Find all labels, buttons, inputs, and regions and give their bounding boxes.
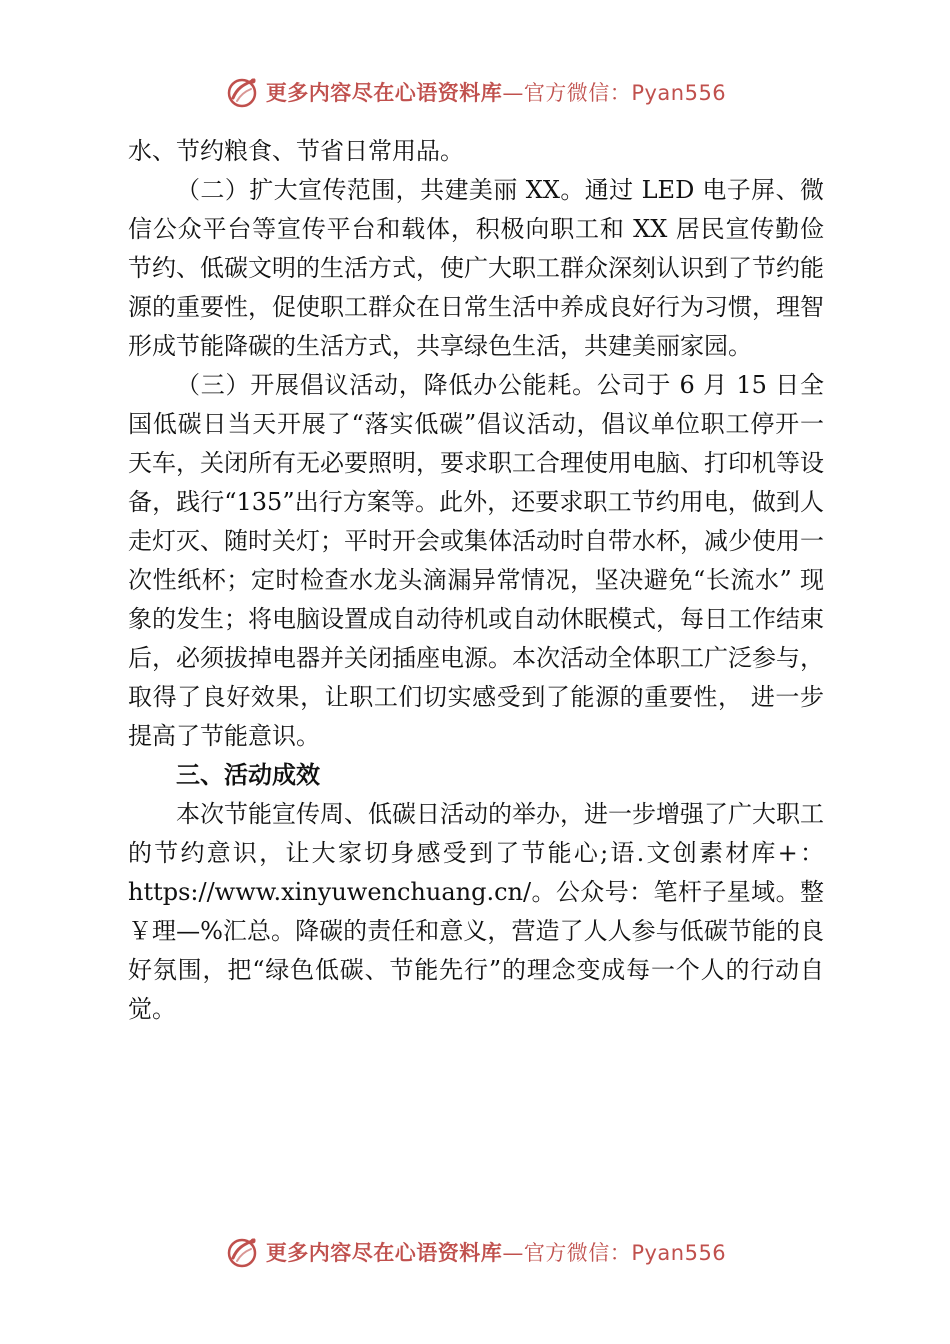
section-heading-results: 三、活动成效: [176, 761, 320, 789]
paragraph-continuation: 水、节约粮食、节省日常用品。: [128, 137, 464, 165]
header-watermark-banner: [0, 72, 950, 112]
paragraph-results: 本次节能宣传周、低碳日活动的举办，进一步增强了广大职工的节约意识，让大家切身感受到了节能心;语.文创素材库+：https://www.xinyuwenchuang.cn/。公众号：笔杆子星域。整￥理—%汇总。降碳的责任和意义，营造了人人参与低碳节能的良好氛围，把“绿色低碳、节能先行”的理念变成每一个人的行动自觉。: [128, 800, 824, 1023]
paragraph-initiative-activity: （三）开展倡议活动，降低办公能耗。公司于 6 月 15 日全国低碳日当天开展了“落实低碳”倡议活动，倡议单位职工停开一天车，关闭所有无必要照明，要求职工合理使用电脑、打印机等设备，践行“135”出行方案等。此外，还要求职工节约用电，做到人走灯灭、随时关灯；平时开会或集体活动时自带水杯，减少使用一次性纸杯；定时检查水龙头滴漏异常情况，坚决避免“长流水” 现象的发生；将电脑设置成自动待机或自动休眠模式，每日工作结束后，必须拔掉电器并关闭插座电源。本次活动全体职工广泛参与，取得了良好效果，让职工们切实感受到了能源的重要性， 进一步提高了节能意识。: [128, 371, 824, 750]
footer-watermark-banner: [0, 1232, 950, 1272]
footer-watermark-text: 更多内容尽在心语资料库—官方微信：Pyan556: [265, 1241, 727, 1265]
document-body: [128, 132, 824, 1029]
header-watermark-text: 更多内容尽在心语资料库—官方微信：Pyan556: [265, 81, 727, 105]
paragraph-publicity-scope: （二）扩大宣传范围，共建美丽 XX。通过 LED 电子屏、微信公众平台等宣传平台和载体，积极向职工和 XX 居民宣传勤俭节约、低碳文明的生活方式，使广大职工群众深刻认识到了节约能源的重要性，促使职工群众在日常生活中养成良好行为习惯，理智形成节能降碳的生活方式，共享绿色生活，共建美丽家园。: [128, 176, 824, 360]
xinyu-logo-icon: [224, 74, 260, 110]
xinyu-logo-icon: [224, 1234, 260, 1270]
